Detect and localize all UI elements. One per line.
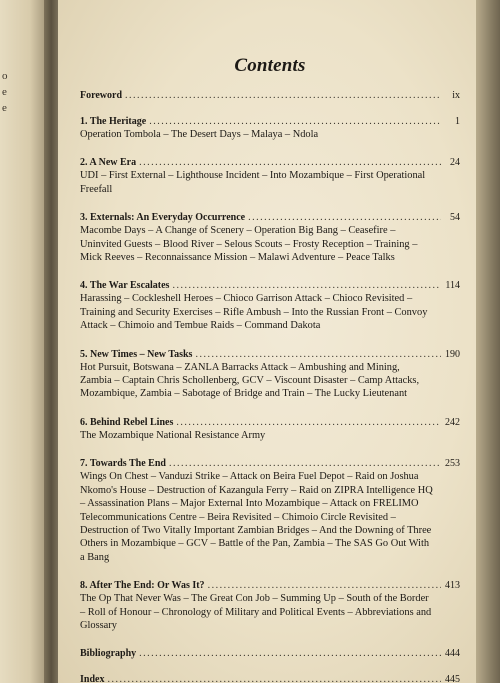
toc-entry-chapter-5 xyxy=(80,348,460,401)
entry-description: Harassing – Cockleshell Heroes – Chioco Garrison Attack – Chioco Revisited – Training and Security Exercises – Rifle Ambush – Into the Russian Front – Convoy Attack – Chimoio and Tembue Raids – Command Dakota xyxy=(80,293,428,332)
toc-entry-bibliography xyxy=(80,647,460,660)
toc-entry-index xyxy=(80,673,460,683)
entry-page-number: 444 xyxy=(445,648,460,660)
toc-entry-chapter-4 xyxy=(80,279,460,332)
left-page-fragment: o xyxy=(2,70,8,82)
entry-title: 1. The Heritage xyxy=(80,116,147,127)
entry-title: 8. After The End: Or Was It? xyxy=(80,580,205,592)
entry-description: Wings On Chest – Vanduzi Strike – Attack on Beira Fuel Depot – Raid on Joshua Nkomo's House – Destruction of Kazangula Ferry – Raid on ZIPRA Intelligence HQ – Assassination Plans – Major External Into Mozambique – Attack on FRELIMO Telecommunications Centre – Beira Revisited – Chimoio Circle Revisited – Destruction of Two Vitally Important Zambian Bridges – And the Downing of Three Others in Mozambique – GCV – Battle of the Pan, Zambia – The SAS Go Out With a Bang xyxy=(80,471,433,563)
dot-leader xyxy=(176,416,441,429)
entry-title: 6. Behind Rebel Lines xyxy=(80,416,174,428)
left-page xyxy=(0,0,50,683)
entry-description: Operation Tombola – The Desert Days – Malaya – Ndola xyxy=(80,129,319,140)
dot-leader xyxy=(248,211,441,224)
dot-leader xyxy=(208,579,441,592)
entry-page-number: 253 xyxy=(445,458,460,470)
contents-block xyxy=(80,55,460,683)
dot-leader xyxy=(172,279,441,292)
entry-description: The Mozambique National Resistance Army xyxy=(80,429,266,441)
page-edge xyxy=(476,0,500,683)
dot-leader xyxy=(169,457,441,470)
toc-entry-chapter-8 xyxy=(80,579,460,632)
entry-page-number: 54 xyxy=(450,212,460,224)
dot-leader xyxy=(195,348,441,361)
dot-leader xyxy=(125,89,441,102)
dot-leader xyxy=(107,673,441,683)
entry-page-number: ix xyxy=(452,90,460,101)
toc-entry-chapter-7 xyxy=(80,457,460,564)
entry-page-number: 1 xyxy=(455,116,460,127)
entry-page-number: 413 xyxy=(445,580,460,592)
dot-leader xyxy=(139,647,441,660)
page-title: Contents xyxy=(234,55,306,76)
toc-entry-chapter-3 xyxy=(80,211,460,264)
entry-description: Macombe Days – A Change of Scenery – Operation Big Bang – Ceasefire – Uninvited Guests – Blood River – Selous Scouts – Frosty Reception – Training – Mick Reeves – Reconnaissance Mission – Malawi Adventure – Peace Talks xyxy=(80,225,418,264)
entry-title: Foreword xyxy=(80,90,123,101)
entry-title: 4. The War Escalates xyxy=(80,280,170,292)
toc-entry-foreword xyxy=(80,89,460,102)
entry-page-number: 190 xyxy=(445,348,460,360)
toc-entry-chapter-6 xyxy=(80,416,460,442)
dot-leader xyxy=(139,156,441,169)
entry-title: 5. New Times – New Tasks xyxy=(80,348,193,360)
entry-title: 3. Externals: An Everyday Occurrence xyxy=(80,212,246,224)
left-page-fragment: e xyxy=(2,102,7,114)
entry-page-number: 445 xyxy=(445,674,460,683)
toc-entry-chapter-2 xyxy=(80,156,460,196)
entry-title: 7. Towards The End xyxy=(80,458,166,470)
entry-page-number: 242 xyxy=(445,416,460,428)
entry-title: Index xyxy=(80,674,105,683)
toc-entry-chapter-1 xyxy=(80,115,460,141)
entry-title: Bibliography xyxy=(80,648,137,660)
dot-leader xyxy=(149,115,441,128)
entry-description: The Op That Never Was – The Great Con Job – Summing Up – South of the Border – Roll of Honour – Chronology of Military and Political Events – Abbreviations and Glossary xyxy=(80,593,432,631)
left-page-fragment: e xyxy=(2,86,7,98)
entry-page-number: 114 xyxy=(445,280,460,292)
entry-description: Hot Pursuit, Botswana – ZANLA Barracks Attack – Ambushing and Mining, Zambia – Captain Chris Schollenberg, GCV – Viscount Disaster – Camp Attacks, Mozambique, Zambia – Sabotage of Bridge and Train – The Lucky Lieutenant xyxy=(80,361,420,400)
entry-page-number: 24 xyxy=(450,157,460,169)
entry-title: 2. A New Era xyxy=(80,157,137,169)
entry-description: UDI – First External – Lighthouse Incident – Into Mozambique – First Operational Freefall xyxy=(80,170,426,195)
